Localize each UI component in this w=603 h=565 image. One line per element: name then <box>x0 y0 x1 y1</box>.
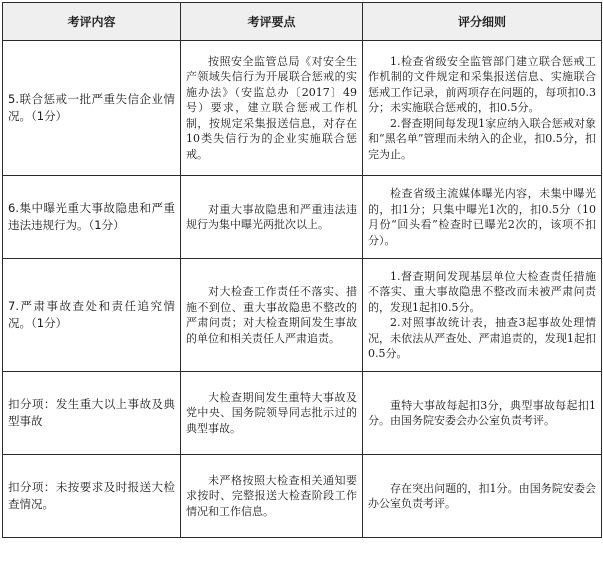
detail-text: 1.督查期间发现基层单位大检查责任措施不落实、重大事故隐患不整改而未被严肃问责的，发现1起扣0.5分。 <box>368 269 596 314</box>
details-cell <box>363 455 602 538</box>
details-cell <box>363 176 602 259</box>
criteria-text: 对大检查工作责任不落实、措施不到位、重大事故隐患不整改的严肃问责；对大检查期间发生事故的单位和相关责任人严肃追责。 <box>186 285 357 345</box>
table-header <box>3 3 602 41</box>
table-row <box>3 455 602 538</box>
criteria-text: 未严格按照大检查相关通知要求按时、完整报送大检查阶段工作情况和工作信息。 <box>186 473 357 518</box>
table-row <box>3 41 602 176</box>
criteria-cell <box>181 176 363 259</box>
header-scoring-details: 评分细则 <box>363 3 602 41</box>
item-cell <box>3 259 181 372</box>
detail-text: 1.检查省级安全监管部门建立联合惩戒工作机制的文件规定和采集报送信息、实施联合惩戒工作记录，前两项存在问题的，每项扣0.3分；未实施联合惩戒的，扣0.5分。 <box>368 54 596 115</box>
item-cell <box>3 372 181 455</box>
details-cell <box>363 259 602 372</box>
detail-text: 存在突出问题的，扣1分。由国务院安委会办公室负责考评。 <box>368 481 596 510</box>
header-evaluation-content: 考评内容 <box>3 3 181 41</box>
item-cell <box>3 455 181 538</box>
item-text: 5.联合惩戒一批严重失信企业情况。（1分） <box>8 92 175 123</box>
criteria-cell <box>181 372 363 455</box>
item-text: 扣分项：未按要求及时报送大检查情况。 <box>8 480 175 511</box>
header-evaluation-points: 考评要点 <box>181 3 363 41</box>
details-cell <box>363 41 602 176</box>
table-row <box>3 259 602 372</box>
detail-text: 2.督查期间每发现1家应纳入联合惩戒对象和“黑名单”管理而未纳入的企业，扣0.5分，扣完为止。 <box>368 116 596 161</box>
detail-text: 检查省级主流媒体曝光内容，未集中曝光的，扣1分；只集中曝光1次的，扣0.5分（10月份“回头看”检查时已曝光2次的，该项不扣分）。 <box>368 187 596 247</box>
criteria-text: 对重大事故隐患和严重违法违规行为集中曝光两批次以上。 <box>186 202 357 231</box>
criteria-text: 大检查期间发生重特大事故及党中央、国务院领导同志批示过的典型事故。 <box>186 390 357 435</box>
detail-text: 2.对照事故统计表，抽查3起事故处理情况，未依法从严查处、严肃追责的，发现1起扣0.5分。 <box>368 316 596 360</box>
criteria-cell <box>181 259 363 372</box>
item-cell <box>3 176 181 259</box>
detail-text: 重特大事故每起扣3分，典型事故每起扣1分。由国务院安委会办公室负责考评。 <box>368 398 596 427</box>
table-row <box>3 372 602 455</box>
item-text: 扣分项：发生重大以上事故及典型事故 <box>8 397 175 428</box>
criteria-text: 按照安全监管总局《对安全生产领域失信行为开展联合惩戒的实施办法》（安监总办〔2017〕49号）要求，建立联合惩戒工作机制，按规定采集报送信息，对存在10类失信行为的企业实施联合惩戒。 <box>186 54 357 161</box>
item-text: 6.集中曝光重大事故隐患和严重违法违规行为。（1分） <box>8 201 175 232</box>
item-text: 7.严肃事故查处和责任追究情况。（1分） <box>8 299 175 330</box>
details-cell <box>363 372 602 455</box>
table-row <box>3 176 602 259</box>
criteria-cell <box>181 455 363 538</box>
criteria-cell <box>181 41 363 176</box>
item-cell <box>3 41 181 176</box>
evaluation-table <box>2 2 602 538</box>
